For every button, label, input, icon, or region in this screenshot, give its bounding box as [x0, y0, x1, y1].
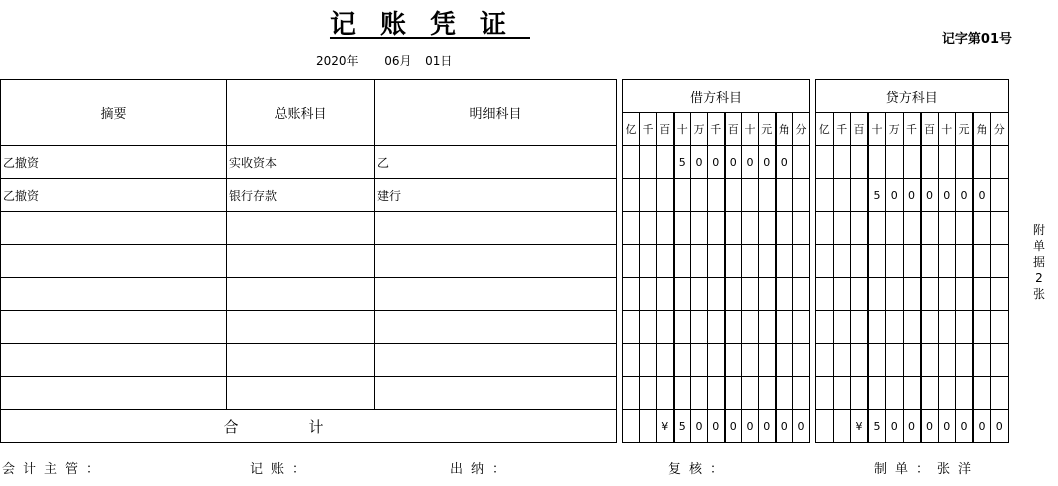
credit-digit — [991, 212, 1009, 245]
total-credit-digit — [833, 410, 851, 443]
debit-digit — [759, 311, 776, 344]
total-debit-digit — [623, 410, 640, 443]
debit-digit — [657, 344, 674, 377]
credit-digit — [921, 344, 939, 377]
total-credit-digit: 0 — [956, 410, 974, 443]
debit-digit — [623, 344, 640, 377]
credit-digit — [851, 311, 869, 344]
row-general-account — [227, 245, 375, 278]
debit-digit — [623, 245, 640, 278]
row-summary: 乙撤资 — [1, 146, 227, 179]
debit-digit — [691, 179, 708, 212]
credit-digit-unit: 百 — [921, 113, 939, 146]
total-credit-digit: 0 — [903, 410, 921, 443]
credit-digit-unit: 分 — [991, 113, 1009, 146]
credit-digit — [851, 344, 869, 377]
debit-digit — [776, 311, 793, 344]
debit-digit — [708, 311, 725, 344]
credit-digit-unit: 角 — [973, 113, 991, 146]
row-summary — [1, 278, 227, 311]
preparer-label: 制单：张洋 — [874, 462, 980, 477]
debit-digit — [657, 278, 674, 311]
credit-digit — [921, 245, 939, 278]
total-debit-digit: 0 — [776, 410, 793, 443]
row-summary — [1, 344, 227, 377]
row-detail-account — [375, 278, 617, 311]
summary-header: 摘要 — [1, 80, 227, 146]
debit-digit — [759, 278, 776, 311]
total-credit-digit: 0 — [938, 410, 956, 443]
debit-digit — [742, 377, 759, 410]
debit-digit-unit: 万 — [691, 113, 708, 146]
debit-digit — [742, 278, 759, 311]
credit-digit — [938, 146, 956, 179]
bookkeeper-label: 记账： — [250, 462, 314, 477]
credit-digit — [833, 245, 851, 278]
date-day: 01日 — [425, 54, 453, 68]
debit-digit — [793, 179, 810, 212]
row-general-account — [227, 377, 375, 410]
credit-digit — [903, 146, 921, 179]
debit-digit — [742, 311, 759, 344]
voucher-date — [316, 52, 452, 69]
credit-digit: 0 — [903, 179, 921, 212]
credit-digit — [816, 245, 834, 278]
debit-digit — [793, 377, 810, 410]
debit-digit — [759, 245, 776, 278]
credit-digit — [816, 179, 834, 212]
debit-digit-unit: 元 — [759, 113, 776, 146]
debit-digit-unit: 百 — [725, 113, 742, 146]
total-credit-digit: ¥ — [851, 410, 869, 443]
credit-digit — [886, 311, 904, 344]
credit-digit — [851, 212, 869, 245]
credit-digit — [886, 344, 904, 377]
debit-digit — [640, 245, 657, 278]
credit-digit-unit: 百 — [851, 113, 869, 146]
debit-digit — [759, 377, 776, 410]
debit-digit — [623, 278, 640, 311]
credit-digit — [833, 179, 851, 212]
debit-digit — [640, 311, 657, 344]
credit-digit — [938, 278, 956, 311]
debit-digit — [776, 179, 793, 212]
credit-digit-unit: 万 — [886, 113, 904, 146]
supervisor-label: 会计主管： — [2, 462, 108, 477]
credit-digit — [921, 377, 939, 410]
credit-digit — [991, 377, 1009, 410]
credit-digit — [973, 212, 991, 245]
credit-digit — [991, 146, 1009, 179]
debit-digit: 0 — [776, 146, 793, 179]
row-detail-account — [375, 245, 617, 278]
debit-digit — [674, 311, 691, 344]
debit-digit — [725, 311, 742, 344]
credit-digit — [868, 278, 886, 311]
debit-digit-unit: 十 — [674, 113, 691, 146]
debit-digit — [623, 212, 640, 245]
credit-digit: 0 — [886, 179, 904, 212]
debit-digit — [691, 344, 708, 377]
total-debit-digit: 0 — [708, 410, 725, 443]
row-general-account — [227, 344, 375, 377]
debit-digit — [674, 377, 691, 410]
row-summary — [1, 245, 227, 278]
credit-digit — [868, 146, 886, 179]
credit-digit — [938, 311, 956, 344]
credit-digit: 0 — [938, 179, 956, 212]
credit-digit — [973, 311, 991, 344]
debit-digit — [793, 146, 810, 179]
debit-digit-unit: 角 — [776, 113, 793, 146]
credit-digit — [886, 146, 904, 179]
debit-digit — [657, 179, 674, 212]
debit-digit — [691, 212, 708, 245]
credit-digit — [921, 278, 939, 311]
credit-digit — [833, 377, 851, 410]
debit-digit — [793, 278, 810, 311]
credit-digit — [991, 278, 1009, 311]
credit-digit — [903, 245, 921, 278]
total-debit-digit — [640, 410, 657, 443]
reviewer-label: 复核： — [668, 462, 732, 477]
credit-digit — [991, 179, 1009, 212]
debit-digit — [776, 278, 793, 311]
credit-digit — [886, 377, 904, 410]
debit-digit — [708, 179, 725, 212]
credit-digit — [833, 311, 851, 344]
credit-digit: 5 — [868, 179, 886, 212]
row-general-account: 实收资本 — [227, 146, 375, 179]
debit-digit: 0 — [708, 146, 725, 179]
voucher-title: 记账凭证 — [329, 10, 530, 40]
credit-digit — [973, 377, 991, 410]
debit-digit — [708, 344, 725, 377]
debit-digit — [657, 311, 674, 344]
credit-digit — [816, 212, 834, 245]
debit-digit — [674, 245, 691, 278]
total-debit-digit: 0 — [691, 410, 708, 443]
credit-digit — [833, 212, 851, 245]
debit-digit — [793, 344, 810, 377]
credit-digit — [851, 146, 869, 179]
debit-digit — [725, 344, 742, 377]
attachment-count — [1030, 222, 1048, 302]
debit-digit: 0 — [725, 146, 742, 179]
credit-digit — [886, 212, 904, 245]
credit-digit-unit: 亿 — [816, 113, 834, 146]
debit-digit — [640, 377, 657, 410]
credit-digit — [938, 212, 956, 245]
row-general-account: 银行存款 — [227, 179, 375, 212]
voucher-table — [0, 79, 1009, 443]
credit-digit — [956, 344, 974, 377]
credit-digit — [903, 278, 921, 311]
credit-digit — [886, 245, 904, 278]
credit-header: 贷方科目 — [816, 80, 1009, 113]
debit-digit — [776, 245, 793, 278]
debit-digit — [657, 245, 674, 278]
credit-digit-unit: 元 — [956, 113, 974, 146]
date-month: 06月 — [384, 54, 412, 68]
debit-digit — [759, 344, 776, 377]
credit-digit — [816, 311, 834, 344]
debit-digit — [640, 179, 657, 212]
credit-digit — [903, 212, 921, 245]
credit-digit-unit: 十 — [868, 113, 886, 146]
credit-digit — [816, 344, 834, 377]
credit-digit — [903, 311, 921, 344]
total-credit-digit: 0 — [973, 410, 991, 443]
credit-digit — [868, 245, 886, 278]
debit-digit — [725, 278, 742, 311]
credit-digit — [833, 278, 851, 311]
debit-digit — [691, 311, 708, 344]
credit-digit: 0 — [956, 179, 974, 212]
credit-digit — [991, 245, 1009, 278]
debit-digit — [657, 212, 674, 245]
credit-digit — [851, 245, 869, 278]
debit-digit — [623, 179, 640, 212]
debit-digit — [674, 179, 691, 212]
row-detail-account: 乙 — [375, 146, 617, 179]
credit-digit — [956, 146, 974, 179]
debit-digit-unit: 十 — [742, 113, 759, 146]
total-credit-digit: 0 — [886, 410, 904, 443]
debit-digit — [657, 146, 674, 179]
cashier-label: 出纳： — [450, 462, 514, 477]
row-general-account — [227, 212, 375, 245]
debit-digit — [640, 278, 657, 311]
debit-digit — [674, 212, 691, 245]
total-debit-digit: 0 — [742, 410, 759, 443]
credit-digit — [903, 377, 921, 410]
debit-digit — [793, 245, 810, 278]
credit-digit — [973, 245, 991, 278]
credit-digit — [956, 278, 974, 311]
debit-digit — [623, 146, 640, 179]
credit-digit: 0 — [973, 179, 991, 212]
total-debit-digit: 0 — [725, 410, 742, 443]
credit-digit — [991, 311, 1009, 344]
credit-digit: 0 — [921, 179, 939, 212]
debit-digit — [793, 212, 810, 245]
debit-digit — [776, 212, 793, 245]
row-general-account — [227, 278, 375, 311]
credit-digit — [956, 377, 974, 410]
total-debit-digit: 0 — [759, 410, 776, 443]
credit-digit — [973, 146, 991, 179]
credit-digit — [868, 311, 886, 344]
debit-digit — [640, 212, 657, 245]
debit-digit: 0 — [691, 146, 708, 179]
total-credit-digit: 0 — [991, 410, 1009, 443]
debit-digit — [691, 245, 708, 278]
credit-digit — [851, 377, 869, 410]
credit-digit — [816, 278, 834, 311]
credit-digit — [833, 344, 851, 377]
debit-digit — [640, 344, 657, 377]
credit-digit — [956, 245, 974, 278]
credit-digit — [956, 212, 974, 245]
credit-digit — [973, 344, 991, 377]
debit-digit-unit: 千 — [708, 113, 725, 146]
credit-digit — [851, 278, 869, 311]
debit-digit — [742, 212, 759, 245]
row-detail-account: 建行 — [375, 179, 617, 212]
credit-digit — [903, 344, 921, 377]
row-detail-account — [375, 212, 617, 245]
credit-digit — [868, 377, 886, 410]
debit-digit — [623, 377, 640, 410]
total-label: 合计 — [1, 410, 617, 443]
debit-digit — [742, 344, 759, 377]
debit-digit — [674, 344, 691, 377]
debit-digit-unit: 亿 — [623, 113, 640, 146]
debit-header: 借方科目 — [623, 80, 810, 113]
debit-digit — [657, 377, 674, 410]
credit-digit — [921, 311, 939, 344]
row-detail-account — [375, 311, 617, 344]
debit-digit — [725, 377, 742, 410]
attachment-char: 据 — [1032, 255, 1045, 269]
debit-digit: 0 — [742, 146, 759, 179]
debit-digit-unit: 千 — [640, 113, 657, 146]
debit-digit — [691, 278, 708, 311]
debit-digit — [623, 311, 640, 344]
debit-digit — [742, 245, 759, 278]
total-credit-digit — [816, 410, 834, 443]
total-credit-digit: 0 — [921, 410, 939, 443]
credit-digit — [816, 377, 834, 410]
debit-digit-unit: 百 — [657, 113, 674, 146]
credit-digit — [938, 377, 956, 410]
detail-account-header: 明细科目 — [375, 80, 617, 146]
debit-digit — [776, 344, 793, 377]
credit-digit — [851, 179, 869, 212]
debit-digit — [708, 377, 725, 410]
attachment-char: 单 — [1032, 239, 1045, 253]
debit-digit — [708, 212, 725, 245]
credit-digit — [938, 344, 956, 377]
attachment-char: 张 — [1032, 287, 1045, 301]
credit-digit — [973, 278, 991, 311]
date-year: 2020年 — [316, 54, 359, 68]
debit-digit — [691, 377, 708, 410]
attachment-char: 附 — [1032, 223, 1045, 237]
debit-digit — [759, 212, 776, 245]
debit-digit: 5 — [674, 146, 691, 179]
credit-digit — [991, 344, 1009, 377]
total-debit-digit: 0 — [793, 410, 810, 443]
debit-digit: 0 — [759, 146, 776, 179]
row-summary — [1, 311, 227, 344]
row-summary — [1, 212, 227, 245]
credit-digit — [938, 245, 956, 278]
row-detail-account — [375, 377, 617, 410]
credit-digit — [921, 146, 939, 179]
credit-digit — [816, 146, 834, 179]
credit-digit — [868, 212, 886, 245]
debit-digit — [674, 278, 691, 311]
debit-digit — [742, 179, 759, 212]
debit-digit — [725, 179, 742, 212]
credit-digit — [921, 212, 939, 245]
debit-digit — [725, 245, 742, 278]
row-summary: 乙撤资 — [1, 179, 227, 212]
general-account-header: 总账科目 — [227, 80, 375, 146]
total-debit-digit: 5 — [674, 410, 691, 443]
debit-digit — [640, 146, 657, 179]
voucher-number: 记字第01号 — [941, 32, 1012, 47]
credit-digit — [868, 344, 886, 377]
row-summary — [1, 377, 227, 410]
credit-digit-unit: 千 — [903, 113, 921, 146]
debit-digit — [708, 278, 725, 311]
total-debit-digit: ¥ — [657, 410, 674, 443]
total-credit-digit: 5 — [868, 410, 886, 443]
debit-digit — [725, 212, 742, 245]
debit-digit — [793, 311, 810, 344]
row-general-account — [227, 311, 375, 344]
credit-digit — [956, 311, 974, 344]
attachment-char: 2 — [1035, 271, 1043, 285]
debit-digit-unit: 分 — [793, 113, 810, 146]
signature-row — [0, 458, 1058, 478]
row-detail-account — [375, 344, 617, 377]
debit-digit — [776, 377, 793, 410]
credit-digit — [833, 146, 851, 179]
debit-digit — [759, 179, 776, 212]
credit-digit-unit: 十 — [938, 113, 956, 146]
credit-digit — [886, 278, 904, 311]
credit-digit-unit: 千 — [833, 113, 851, 146]
debit-digit — [708, 245, 725, 278]
